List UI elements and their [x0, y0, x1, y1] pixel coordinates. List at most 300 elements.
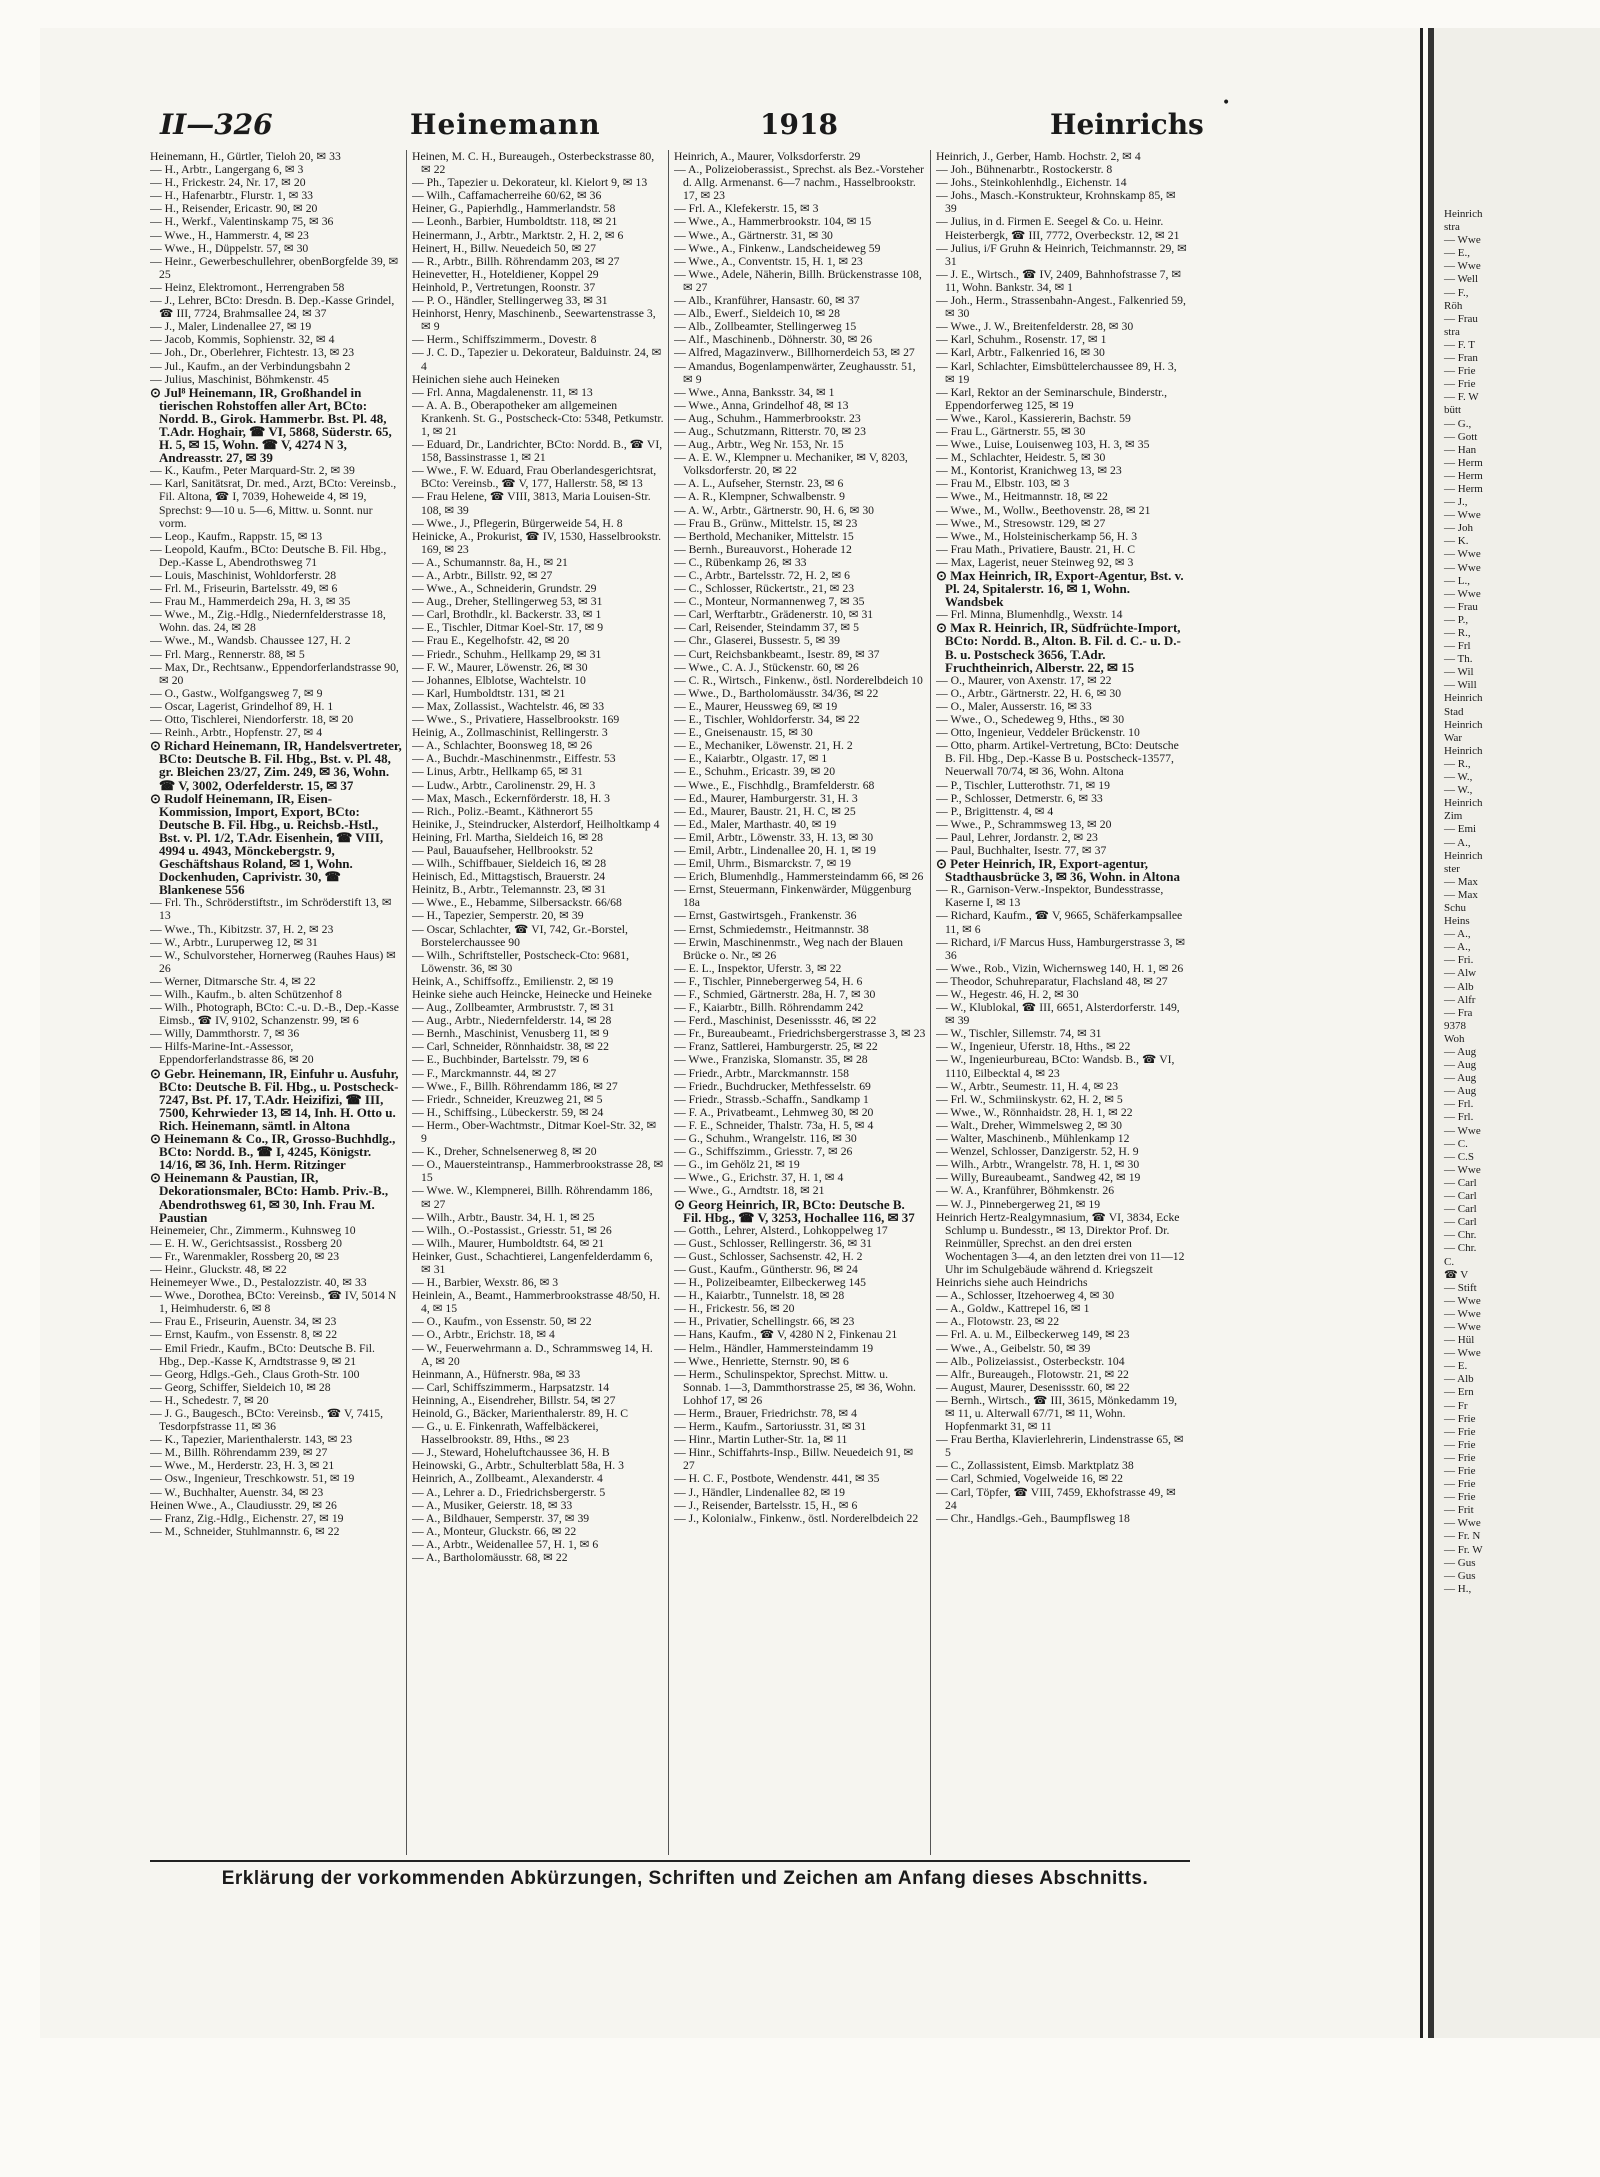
directory-entry: Heinrich, A., Maurer, Volksdorferstr. 29: [674, 150, 861, 163]
directory-entry: — Gust., Kaufm., Güntherstr. 96, ✉ 24: [674, 1262, 858, 1276]
directory-entry: — Herm., Brauer, Friedrichstr. 78, ✉ 4: [674, 1407, 857, 1420]
strip-line: — Gus: [1444, 1569, 1476, 1582]
strip-line: — R.,: [1444, 627, 1471, 639]
directory-entry: Heinlein, A., Beamt., Hammerbrookstrasse 48/50, H. 4, ✉ 15: [412, 1289, 660, 1316]
directory-entry: — P., Tischler, Lutterothstr. 71, ✉ 19: [936, 778, 1110, 792]
directory-entry: — Karl, Humboldtstr. 131, ✉ 21: [412, 686, 566, 700]
directory-entry: — A., Polizeioberassist., Sprechst. als Bez.-Vorsteher d. Allg. Armenanst. 6—7 nachm., Hasselbrookstr. 17, ✉ 23: [674, 163, 925, 203]
strip-line: — Wwe: [1444, 1307, 1481, 1320]
directory-entry: — Alb., Zollbeamter, Stellingerweg 15: [674, 320, 857, 334]
strip-line: — Frie: [1444, 1465, 1476, 1477]
strip-line: — Fri.: [1444, 954, 1474, 967]
directory-entry: — Frau M., Hammerdeich 29a, H. 3, ✉ 35: [150, 595, 351, 609]
directory-entry: — Wilh., Photograph, BCto: C.-u. D.-B., Dep.-Kasse Eimsb., ☎ IV, 9102, Schanzenstr. 99, ✉ 6: [150, 1001, 399, 1028]
directory-entry: ⊙ Max Heinrich, IR, Export-Agentur, Bst. v. Pl. 24, Spitalerstr. 16, ✉ 1, Wohn. Wandsbek: [936, 568, 1184, 610]
strip-line: — Wwe: [1444, 1320, 1481, 1333]
directory-entry: — O., Maurer, von Axenstr. 17, ✉ 22: [936, 673, 1112, 687]
directory-entry: Heinold, G., Bäcker, Marienthalerstr. 89, H. C: [412, 1407, 629, 1420]
page-header: [160, 108, 1204, 148]
directory-entry: — Frl. Th., Schröderstiftstr., im Schröderstift 13, ✉ 13: [150, 896, 392, 923]
directory-entry: — W. J., Pinnebergerweg 21, ✉ 19: [936, 1197, 1101, 1211]
strip-line: — Alw: [1444, 967, 1477, 980]
directory-entry: — Erich, Blumenhdlg., Hammersteindamm 66, ✉ 26: [674, 870, 924, 884]
directory-entry: — Oscar, Schlachter, ☎ VI, 742, Gr.-Borstel, Borstelerchaussee 90: [412, 922, 628, 949]
strip-line: — Frl.: [1444, 1111, 1474, 1124]
directory-entry: ⊙ Jul⁸ Heinemann, IR, Großhandel in tierischen Rohstoffen aller Art, BCto: Nordd. B., Girok. Hammerbr. Bst. Pl. 48, T.Adr. Hoghair, ☎ VI, 5868, Süderstr. 65, H. 5, ✉ 15, Wohn. ☎ V, 4274 N 3, Andreasstr. 27, ✉ 39: [150, 384, 392, 466]
directory-entry: Heinemann, H., Gürtler, Tieloh 20, ✉ 33: [150, 150, 341, 163]
directory-entry: — Carl, Schneider, Rönnhaidstr. 38, ✉ 22: [412, 1040, 609, 1054]
directory-entry: — Heinr., Gluckstr. 48, ✉ 22: [150, 1262, 287, 1276]
strip-line: — Aug: [1444, 1059, 1477, 1072]
strip-line: — Frie: [1444, 1438, 1476, 1451]
directory-entry: — Aug., Schutzmann, Ritterstr. 70, ✉ 23: [674, 424, 866, 438]
directory-entry: — O., Arbtr., Erichstr. 18, ✉ 4: [412, 1328, 555, 1342]
directory-entry: Heinhorst, Henry, Maschinenb., Seewartenstrasse 3, ✉ 9: [412, 307, 656, 334]
directory-entry: — Chr., Glaserei, Bussestr. 5, ✉ 39: [674, 634, 840, 648]
directory-entry: — Max, Zollassist., Wachtelstr. 46, ✉ 33: [412, 699, 605, 713]
directory-entry: — E., Tischler, Wohldorferstr. 34, ✉ 22: [674, 713, 860, 727]
directory-entry: — R., Garnison-Verw.-Inspektor, Bundesstrasse, Kaserne I, ✉ 13: [936, 883, 1164, 910]
directory-entry: — Wilh., Schiffbauer, Sieldeich 16, ✉ 28: [412, 857, 607, 871]
directory-entry: — C., Arbtr., Bartelsstr. 72, H. 2, ✉ 6: [674, 569, 851, 582]
directory-entry: — A., Schumannstr. 8a, H., ✉ 21: [412, 555, 568, 569]
directory-entry: — A., Bartholomäusstr. 68, ✉ 22: [412, 1551, 568, 1565]
strip-line: Stad: [1444, 705, 1464, 718]
directory-entry: — A. R., Klempner, Schwalbenstr. 9: [674, 490, 845, 504]
first-name-heading: Heinemann: [410, 108, 601, 141]
directory-entry: Heinevetter, H., Hoteldiener, Koppel 29: [412, 267, 599, 281]
directory-entry: — H., Reisender, Ericastr. 90, ✉ 20: [150, 202, 318, 216]
directory-entry: — Friedr., Arbtr., Marckmannstr. 158: [674, 1066, 849, 1080]
directory-entry: — Julius, in d. Firmen E. Seegel & Co. u. Heinr. Heisterbergk, ☎ III, 7772, Overbeckstr. 12, ✉ 21: [936, 215, 1180, 242]
directory-columns: [150, 150, 1187, 1855]
margin-mark: •: [1222, 95, 1231, 111]
directory-entry: — Wwe., H., Hammerstr. 4, ✉ 23: [150, 228, 309, 242]
strip-line: — Herm: [1444, 469, 1483, 482]
directory-entry: — K., Kaufm., Peter Marquard-Str. 2, ✉ 39: [150, 464, 355, 478]
directory-entry: — Wwe., M., Wandsb. Chaussee 127, H. 2: [150, 634, 351, 648]
directory-entry: — Erwin, Maschinenmstr., Weg nach der Blauen Brücke o. Nr., ✉ 26: [674, 935, 903, 962]
directory-entry: — Wilh., Maurer, Humboldtstr. 64, ✉ 21: [412, 1236, 605, 1250]
strip-line: Heinrich: [1444, 718, 1483, 731]
strip-line: — Wwe: [1444, 234, 1481, 247]
directory-entry: — Alfr., Bureaugeh., Flotowstr. 21, ✉ 22: [936, 1367, 1129, 1381]
strip-line: — Frie: [1444, 1412, 1476, 1425]
strip-line: — Fr. N: [1444, 1530, 1481, 1543]
directory-entry: — Frau Bertha, Klavierlehrerin, Lindenstrasse 65, ✉ 5: [936, 1433, 1184, 1460]
directory-entry: Heiner, G., Papierhdlg., Hammerlandstr. 58: [412, 202, 616, 216]
directory-entry: — Alb., Polizeiassist., Osterbeckstr. 104: [936, 1354, 1125, 1368]
directory-entry: — Emil, Arbtr., Löwenstr. 33, H. 13, ✉ 30: [674, 830, 874, 844]
strip-line: — F. T: [1444, 338, 1476, 351]
directory-entry: — Franz, Zig.-Hdlg., Eichenstr. 27, ✉ 19: [150, 1511, 344, 1525]
directory-entry: Heinitz, B., Arbtr., Telemannstr. 23, ✉ 31: [412, 883, 607, 897]
directory-entry: — E. L., Inspektor, Uferstr. 3, ✉ 22: [674, 961, 842, 975]
strip-line: — Frie: [1444, 1491, 1476, 1504]
directory-entry: — Linus, Arbtr., Hellkamp 65, ✉ 31: [412, 765, 583, 779]
directory-entry: — P., Brigittenstr. 4, ✉ 4: [936, 804, 1054, 818]
directory-entry: — Jul., Kaufm., an der Verbindungsbahn 2: [150, 359, 351, 373]
strip-line: — Th.: [1444, 653, 1473, 666]
strip-line: — A.,: [1444, 941, 1471, 954]
directory-entry: — H., Arbtr., Langergang 6, ✉ 3: [150, 163, 304, 177]
directory-entry: — W., Ingenieur, Uferstr. 18, Hths., ✉ 22: [936, 1040, 1131, 1054]
strip-line: — Wil: [1444, 666, 1474, 679]
directory-entry: — Wwe., M., Heitmannstr. 18, ✉ 22: [936, 490, 1108, 504]
directory-entry: — Wwe., M., Herderstr. 23, H. 3, ✉ 21: [150, 1459, 335, 1473]
column-divider: [930, 150, 931, 1855]
directory-entry: — Wilh., Arbtr., Baustr. 34, H. 1, ✉ 25: [412, 1210, 595, 1224]
directory-entry: — Chr., Handlgs.-Geh., Baumpflsweg 18: [936, 1511, 1130, 1525]
directory-entry: — W., Buchhalter, Auenstr. 34, ✉ 23: [150, 1485, 324, 1499]
column-divider: [668, 150, 669, 1855]
strip-line: — A.,: [1444, 836, 1471, 849]
directory-entry: Heinen Wwe., A., Claudiusstr. 29, ✉ 26: [150, 1498, 337, 1512]
directory-entry: — Ludw., Arbtr., Carolinenstr. 29, H. 3: [412, 778, 596, 792]
strip-line: — Frl: [1444, 640, 1471, 653]
directory-entry: ⊙ Georg Heinrich, IR, BCto: Deutsche B. Fil. Hbg., ☎ V, 3253, Hochallee 116, ✉ 37: [674, 1196, 915, 1225]
directory-entry: — F., Tischler, Pinnebergerweg 54, H. 6: [674, 974, 863, 988]
directory-entry: — Herm., Ober-Wachtmstr., Ditmar Koel-Str. 32, ✉ 9: [412, 1118, 657, 1146]
directory-entry: Heinermann, J., Arbtr., Marktstr. 2, H. 2, ✉ 6: [412, 228, 624, 242]
directory-entry: Heinig, A., Zollmaschinist, Rellingerstr. 3: [412, 726, 608, 740]
directory-entry: ⊙ Rudolf Heinemann, IR, Eisen-Kommission, Import, Export, BCto: Deutsche B. Fil. Hbg., u. Reichsb.-Hstl., Bst. v. Pl. 1/2, T.Adr. Eisenhein, ☎ VIII, 4994 u. 4943, Mönckebergstr. 9, Geschäftshaus Roland, ✉ 1, Wohn. Dockenhuden, Caprivistr. 30, ☎ Blankenese 556: [150, 790, 384, 898]
column-2: [412, 150, 664, 1855]
directory-entry: — W., Arbtr., Luruperweg 12, ✉ 31: [150, 935, 318, 949]
strip-line: — Frau: [1444, 312, 1478, 325]
directory-entry: — A., Arbtr., Weidenallee 57, H. 1, ✉ 6: [412, 1537, 599, 1551]
directory-entry: — Alb., Ewerf., Sieldeich 10, ✉ 28: [674, 307, 840, 321]
directory-entry: — H., Schedestr. 7, ✉ 20: [150, 1393, 269, 1407]
strip-line: — Aug: [1444, 1085, 1477, 1098]
directory-entry: — W. A., Kranführer, Böhmkenstr. 26: [936, 1184, 1115, 1198]
directory-entry: — Carl, Reisender, Steindamm 37, ✉ 5: [674, 621, 859, 635]
directory-entry: — H., Hafenarbtr., Flurstr. 1, ✉ 33: [150, 189, 314, 203]
directory-entry: — A. L., Aufseher, Sternstr. 23, ✉ 6: [674, 477, 844, 491]
strip-line: — Han: [1444, 443, 1477, 456]
directory-entry: — H., Tapezier, Semperstr. 20, ✉ 39: [412, 909, 584, 923]
directory-entry: — Carl, Werftarbtr., Grädenerstr. 10, ✉ 31: [674, 608, 874, 622]
directory-entry: — H., Barbier, Wexstr. 86, ✉ 3: [412, 1276, 559, 1290]
directory-entry: — Otto, Ingenieur, Veddeler Brückenstr. 10: [936, 726, 1140, 740]
directory-entry: — W., Ingenieurbureau, BCto: Wandsb. B., ☎ VI, 1110, Eilbecktal 4, ✉ 23: [936, 1053, 1175, 1080]
strip-line: — Herm: [1444, 482, 1483, 495]
strip-line: — Frie: [1444, 1478, 1476, 1491]
strip-line: — Gus: [1444, 1556, 1476, 1569]
directory-entry: — C., Zollassistent, Eimsb. Marktplatz 38: [936, 1459, 1134, 1473]
directory-entry: — Wenzel, Schlosser, Danzigerstr. 52, H. 9: [936, 1145, 1139, 1159]
directory-entry: — Frl. A. u. M., Eilbeckerweg 149, ✉ 23: [936, 1328, 1130, 1342]
directory-entry: — H., Kaiarbtr., Tunnelstr. 18, ✉ 28: [674, 1289, 845, 1303]
directory-entry: — J., Lehrer, BCto: Dresdn. B. Dep.-Kasse Grindel, ☎ III, 7724, Brahmsallee 24, ✉ 37: [150, 294, 395, 321]
directory-entry: — Willy, Dammthorstr. 7, ✉ 36: [150, 1027, 300, 1041]
directory-entry: Heinning, A., Eisendreher, Billstr. 54, ✉ 27: [412, 1393, 616, 1407]
directory-entry: Heinisch, Ed., Mittagstisch, Brauerstr. 24: [412, 870, 606, 884]
directory-entry: — Wwe., O., Schedeweg 9, Hths., ✉ 30: [936, 713, 1125, 727]
directory-entry: — Wwe., C. A. J., Stückenstr. 60, ✉ 26: [674, 660, 859, 674]
directory-entry: — Aug., Dreher, Stellingerweg 53, ✉ 31: [412, 595, 603, 609]
directory-entry: — H., Frickestr. 24, Nr. 17, ✉ 20: [150, 176, 306, 190]
directory-entry: — Aug., Arbtr., Niedernfelderstr. 14, ✉ 28: [412, 1014, 612, 1028]
directory-entry: — Aug., Arbtr., Weg Nr. 153, Nr. 15: [674, 438, 844, 452]
directory-entry: — Gotth., Lehrer, Alsterd., Lohkoppelweg 17: [674, 1223, 888, 1237]
directory-entry: — Johs., Masch.-Konstrukteur, Krohnskamp 85, ✉ 39: [936, 189, 1176, 216]
strip-line: — Carl: [1444, 1216, 1477, 1229]
strip-line: Schu: [1444, 901, 1466, 914]
directory-entry: — Herm., Schiffszimmerm., Dovestr. 8: [412, 333, 597, 347]
directory-entry: — A., Goldw., Kattrepel 16, ✉ 1: [936, 1302, 1090, 1316]
directory-entry: — Wilh., Kaufm., b. alten Schützenhof 8: [150, 988, 342, 1001]
directory-entry: — O., Maler, Ausserstr. 16, ✉ 33: [936, 699, 1092, 713]
directory-entry: — Fr., Bureaubeamt., Friedrichsbergerstrasse 3, ✉ 23: [674, 1027, 926, 1041]
strip-line: — Fran: [1444, 352, 1478, 365]
directory-entry: — H., Frickestr. 56, ✉ 20: [674, 1302, 795, 1316]
directory-entry: — Frau Math., Privatiere, Baustr. 21, H. C: [936, 542, 1135, 556]
strip-line: — Emi: [1444, 823, 1477, 836]
directory-entry: — Karl, Schlachter, Eimsbüttelerchaussee 89, H. 3, ✉ 19: [936, 359, 1177, 386]
directory-entry: — E. H. W., Gerichtsassist., Rossberg 20: [150, 1236, 342, 1250]
strip-line: — G.,: [1444, 417, 1472, 430]
directory-entry: — A., Flotowstr. 23, ✉ 22: [936, 1315, 1060, 1329]
directory-entry: — K., Dreher, Schnelsenerweg 8, ✉ 20: [412, 1145, 597, 1159]
directory-entry: — W., Tischler, Sillemstr. 74, ✉ 31: [936, 1027, 1102, 1041]
directory-entry: — Karl, Schuhm., Rosenstr. 17, ✉ 1: [936, 333, 1107, 347]
directory-entry: — Carl, Töpfer, ☎ VIII, 7459, Ekhofstrasse 49, ✉ 24: [936, 1485, 1176, 1512]
strip-line: — Chr.: [1444, 1242, 1477, 1255]
directory-entry: — Otto, pharm. Artikel-Vertretung, BCto: Deutsche B. Fil. Hbg., Dep.-Kasse B u. Postscheck-13577, Neuerwall 70/74, ✉ 36, Wohn. Altona: [936, 739, 1179, 779]
directory-entry: — H., Schiffsing., Lübeckerstr. 59, ✉ 24: [412, 1105, 604, 1119]
directory-entry: — Ernst, Steuermann, Finkenwärder, Müggenburg 18a: [674, 883, 912, 910]
directory-entry: — Max, Masch., Eckernförderstr. 18, H. 3: [412, 791, 610, 805]
strip-line: C.: [1444, 1255, 1455, 1268]
directory-entry: — Fr., Warenmakler, Rossberg 20, ✉ 23: [150, 1249, 340, 1263]
directory-entry: Heinker, Gust., Schachtierei, Langenfelderdamm 6, ✉ 31: [412, 1249, 653, 1276]
directory-entry: — G., Schiffszimm., Griesstr. 7, ✉ 26: [674, 1145, 853, 1159]
strip-line: ster: [1444, 862, 1460, 875]
directory-entry: — C., Schlosser, Rückertstr., 21, ✉ 23: [674, 582, 855, 596]
directory-entry: — Paul, Buchhalter, Isestr. 77, ✉ 37: [936, 843, 1107, 857]
directory-entry: — Willy, Bureaubeamt., Sandweg 42, ✉ 19: [936, 1171, 1141, 1185]
directory-entry: — Karl, Sanitätsrat, Dr. med., Arzt, BCto: Vereinsb., Fil. Altona, ☎ I, 7039, Hoheweide 4, ✉ 19, Sprechst: 9—10 u. 5—6, Mittw. u. Sonnt. nur vorm.: [150, 477, 397, 530]
directory-entry: — Herm., Kaufm., Sartoriusstr. 31, ✉ 31: [674, 1420, 867, 1434]
directory-entry: Heinrich Hertz-Realgymnasium, ☎ VI, 3834, Ecke Schlump u. Bundesstr., ✉ 13, Direktor Prof. Dr. Reinmüller, Sprechst. an den drei ersten Wochentagen 3—4, an den letzten drei von 11—12 Uhr im Schulgebäude während d. Kriegszeit: [936, 1210, 1185, 1276]
directory-entry: — Wwe., E., Fischhdlg., Bramfelderstr. 68: [674, 778, 875, 792]
directory-entry: — Ed., Maler, Marthastr. 40, ✉ 19: [674, 817, 837, 831]
directory-entry: — W., Schulvorsteher, Hornerweg (Rauhes Haus) ✉ 26: [150, 948, 396, 975]
strip-line: — C.S: [1444, 1150, 1474, 1163]
directory-entry: — Julius, Maschinist, Böhmkenstr. 45: [150, 372, 329, 386]
strip-line: — F. W: [1444, 391, 1479, 404]
directory-entry: — Georg, Schiffer, Sieldeich 10, ✉ 28: [150, 1380, 331, 1394]
strip-line: — A.,: [1444, 928, 1471, 941]
page-number: II—326: [160, 108, 273, 141]
directory-entry: — Wwe., H., Düppelstr. 57, ✉ 30: [150, 241, 309, 255]
strip-line: — Joh: [1444, 522, 1474, 535]
directory-entry: — H. C. F., Postbote, Wendenstr. 441, ✉ 35: [674, 1472, 880, 1486]
strip-line: — L.,: [1444, 574, 1470, 587]
strip-line: — E.: [1444, 1360, 1468, 1373]
directory-entry: — J., Maler, Lindenallee 27, ✉ 19: [150, 320, 312, 334]
directory-entry: — Karl, Rektor an der Seminarschule, Binderstr., Eppendorferweg 125, ✉ 19: [936, 385, 1168, 412]
directory-entry: — Eduard, Dr., Landrichter, BCto: Nordd. B., ☎ VI, 158, Bassinstrasse 1, ✉ 21: [412, 438, 663, 465]
directory-entry: — A., Schlachter, Boonsweg 18, ✉ 26: [412, 739, 593, 753]
directory-entry: — Jacob, Kommis, Sophienstr. 32, ✉ 4: [150, 333, 335, 347]
strip-line: — Carl: [1444, 1203, 1477, 1216]
directory-entry: — Hans, Kaufm., ☎ V, 4280 N 2, Finkenau 21: [674, 1328, 898, 1342]
strip-line: — H.,: [1444, 1582, 1472, 1595]
directory-entry: — Otto, Tischlerei, Niendorferstr. 18, ✉ 20: [150, 713, 354, 727]
directory-entry: — Wwe., Rob., Vizin, Wichernsweg 140, H. 1, ✉ 26: [936, 961, 1184, 975]
strip-line: — Fr. W: [1444, 1543, 1483, 1556]
strip-line: — Wwe: [1444, 561, 1481, 574]
directory-entry: — Heinr., Gewerbeschullehrer, obenBorgfelde 39, ✉ 25: [150, 254, 399, 281]
directory-entry: — Friedr., Schneider, Kreuzweg 21, ✉ 5: [412, 1092, 603, 1106]
directory-entry: — Johannes, Elblotse, Wachtelstr. 10: [412, 673, 586, 687]
directory-entry: — Berthold, Mechaniker, Mittelstr. 15: [674, 529, 854, 543]
directory-entry: — Wwe., G., Arndtstr. 18, ✉ 21: [674, 1184, 825, 1198]
directory-entry: — Frl. Anna, Magdalenenstr. 11, ✉ 13: [412, 385, 593, 399]
directory-entry: Heinhold, P., Vertretungen, Roonstr. 37: [412, 280, 596, 294]
directory-entry: — O., Mauersteintransp., Hammerbrookstrasse 28, ✉ 15: [412, 1158, 664, 1185]
strip-line: — Frie: [1444, 1425, 1476, 1438]
footer-rule: [150, 1860, 1190, 1862]
strip-line: stra: [1444, 325, 1460, 338]
strip-line: — R.,: [1444, 757, 1471, 770]
strip-line: — F.,: [1444, 286, 1469, 299]
directory-entry: — Wwe., Karol., Kassiererin, Bachstr. 59: [936, 411, 1131, 425]
directory-entry: — Gust., Schlosser, Sachsenstr. 42, H. 2: [674, 1249, 863, 1263]
directory-entry: — Ed., Maurer, Hamburgerstr. 31, H. 3: [674, 791, 858, 805]
directory-entry: — Ph., Tapezier u. Dekorateur, kl. Kielort 9, ✉ 13: [412, 176, 648, 190]
directory-entry: — Joh., Bühnenarbtr., Rostockerstr. 8: [936, 163, 1113, 177]
directory-entry: — A. W., Arbtr., Gärtnerstr. 90, H. 6, ✉ 30: [674, 503, 875, 517]
strip-line: — Aug: [1444, 1046, 1477, 1058]
directory-entry: — Wwe., M., Stresowstr. 129, ✉ 27: [936, 516, 1106, 530]
directory-entry: — P., Schlosser, Detmerstr. 6, ✉ 33: [936, 791, 1103, 805]
strip-line: — Will: [1444, 679, 1477, 692]
directory-entry: — O., Kaufm., von Essenstr. 50, ✉ 22: [412, 1315, 592, 1329]
directory-entry: — Frau Helene, ☎ VIII, 3813, Maria Louisen-Str. 108, ✉ 39: [412, 490, 651, 517]
directory-entry: — C., Monteur, Normannenweg 7, ✉ 35: [674, 595, 865, 609]
directory-entry: — O., Gastw., Wolfgangsweg 7, ✉ 9: [150, 686, 323, 700]
directory-entry: — Frau M., Elbstr. 103, ✉ 3: [936, 477, 1070, 491]
directory-entry: — Wwe., Dorothea, BCto: Vereinsb., ☎ IV, 5014 N 1, Heimhuderstr. 6, ✉ 8: [150, 1289, 397, 1316]
directory-entry: — C. R., Wirtsch., Finkenw., östl. Norderelbdeich 10: [674, 673, 923, 687]
directory-entry: — Wwe., A., Conventstr. 15, H. 1, ✉ 23: [674, 254, 863, 268]
directory-entry: ⊙ Gebr. Heinemann, IR, Einfuhr u. Ausfuhr, BCto: Deutsche B. Fil. Hbg., u. Postscheck- 7247, Bst. Pf. 17, T.Adr. Heizifizi, ☎ III, 7500, Kehrwieder 13, ✉ 14, Inh. H. Otto u. Rich. Heinemann, sämtl. in Altona: [150, 1065, 399, 1133]
directory-entry: — Friedr., Strassb.-Schaffn., Sandkamp 1: [674, 1092, 869, 1106]
directory-entry: — Wilh., O.-Postassist., Griesstr. 51, ✉ 26: [412, 1223, 612, 1237]
strip-line: — E.,: [1444, 247, 1470, 260]
directory-entry: — Frl. A., Klefekerstr. 15, ✉ 3: [674, 202, 819, 216]
directory-entry: ⊙ Richard Heinemann, IR, Handelsvertreter, BCto: Deutsche B. Fil. Hbg., Bst. v. Pl. 48, gr. Bleichen 23/27, Zim. 249, ✉ 36, Wohn. ☎ V, 3002, Oderfelderstr. 15, ✉ 37: [150, 738, 402, 793]
directory-entry: — Wwe., A., Finkenw., Landscheideweg 59: [674, 241, 881, 255]
strip-line: 9378: [1444, 1019, 1466, 1032]
directory-entry: — F. A., Privatbeamt., Lehmweg 30, ✉ 20: [674, 1105, 874, 1119]
directory-entry: — Frl. Minna, Blumenhdlg., Wexstr. 14: [936, 608, 1123, 622]
directory-entry: — Ferd., Maschinist, Desenissstr. 46, ✉ 22: [674, 1014, 877, 1028]
directory-entry: — Wwe., Luise, Louisenweg 103, H. 3, ✉ 35: [936, 438, 1150, 452]
directory-entry: — Wwe., A., Geibelstr. 50, ✉ 39: [936, 1341, 1091, 1355]
directory-entry: — F. W., Maurer, Löwenstr. 26, ✉ 30: [412, 660, 588, 674]
directory-entry: — Hinr., Schiffahrts-Insp., Billw. Neuedeich 91, ✉ 27: [674, 1446, 914, 1473]
directory-entry: — W., Feuerwehrmann a. D., Schrammsweg 14, H. A, ✉ 20: [412, 1341, 653, 1368]
strip-line: — K.: [1444, 535, 1469, 548]
directory-entry: — Ernst, Gastwirtsgeh., Frankenstr. 36: [674, 909, 857, 923]
strip-line: stra: [1444, 221, 1460, 234]
directory-entry: — A., Bildhauer, Semperstr. 37, ✉ 39: [412, 1511, 590, 1525]
directory-entry: — Paul, Lehrer, Jordanstr. 2, ✉ 23: [936, 830, 1098, 844]
strip-line: — P.,: [1444, 613, 1469, 626]
directory-entry: — Heinz, Elektromont., Herrengraben 58: [150, 280, 345, 294]
directory-entry: — Alfred, Magazinverw., Billhornerdeich 53, ✉ 27: [674, 346, 915, 360]
directory-entry: Heinike, J., Steindrucker, Alsterdorf, Heilholtkamp 4: [412, 817, 660, 831]
directory-entry: — Bernh., Bureauvorst., Hoherade 12: [674, 542, 852, 556]
directory-entry: — M., Billh. Röhrendamm 239, ✉ 27: [150, 1446, 328, 1460]
directory-entry: — Frl. M., Friseurin, Bartelsstr. 49, ✉ 6: [150, 582, 338, 596]
directory-entry: — W., Klublokal, ☎ III, 6651, Alsterdorferstr. 149, ✉ 39: [936, 1001, 1180, 1028]
strip-line: — Frau: [1444, 600, 1478, 613]
strip-line: — Ern: [1444, 1386, 1474, 1399]
strip-line: — Frie: [1444, 365, 1476, 378]
directory-entry: — Louis, Maschinist, Wohldorferstr. 28: [150, 569, 337, 582]
strip-line: — Wwe: [1444, 1347, 1481, 1360]
strip-line: — Alfr: [1444, 993, 1476, 1006]
directory-entry: — Julius, i/F Gruhn & Heinrich, Teichmannstr. 29, ✉ 31: [936, 241, 1187, 268]
strip-line: — Wwe: [1444, 509, 1481, 522]
directory-entry: — Frl. Marg., Rennerstr. 88, ✉ 5: [150, 647, 305, 661]
strip-line: — Wwe: [1444, 587, 1481, 600]
directory-entry: — A., Monteur, Gluckstr. 66, ✉ 22: [412, 1524, 577, 1538]
strip-line: Heins: [1444, 915, 1470, 928]
strip-line: — Wwe: [1444, 1163, 1481, 1176]
directory-entry: — Richard, i/F Marcus Huss, Hamburgerstrasse 3, ✉ 36: [936, 935, 1186, 962]
strip-line: — Wwe: [1444, 1294, 1481, 1307]
directory-entry: ⊙ Heinemann & Paustian, IR, Dekorationsmaler, BCto: Hamb. Priv.-B., Abendrothsweg 61, ✉ 30, Inh. Frau M. Paustian: [150, 1170, 389, 1225]
strip-line: — Max: [1444, 888, 1478, 901]
directory-entry: ⊙ Max R. Heinrich, IR, Südfrüchte-Import, BCto: Nordd. B., Alton. B. Fil. d. C.- u. D.-B. u. Postscheck 3656, T.Adr. Fruchtheinrich, Alberstr. 22, ✉ 15: [936, 620, 1181, 675]
directory-entry: — H., Polizeibeamter, Eilbeckerweg 145: [674, 1276, 866, 1290]
directory-entry: — Wwe., J. W., Breitenfelderstr. 28, ✉ 30: [936, 320, 1134, 334]
directory-entry: — E., Tischler, Ditmar Koel-Str. 17, ✉ 9: [412, 621, 604, 635]
strip-line: — Aug: [1444, 1072, 1477, 1085]
directory-entry: — Aug., Schuhm., Hammerbrookstr. 23: [674, 411, 861, 425]
directory-entry: — H., Privatier, Schellingstr. 66, ✉ 23: [674, 1315, 855, 1329]
strip-line: Heinrich: [1444, 744, 1483, 757]
directory-entry: Heinke siehe auch Heincke, Heinecke und Heineke: [412, 988, 652, 1001]
directory-entry: — E., Kaiarbtr., Olgastr. 17, ✉ 1: [674, 752, 828, 766]
directory-entry: — E., Buchbinder, Bartelsstr. 79, ✉ 6: [412, 1053, 589, 1067]
directory-entry: Heink, A., Schiffsoffz., Emilienstr. 2, ✉ 19: [412, 974, 614, 988]
directory-entry: — G., u. E. Finkenrath, Waffelbäckerei, Hasselbrookstr. 89, Hths., ✉ 23: [412, 1420, 599, 1447]
directory-entry: — Frl. W., Schmiinskystr. 62, H. 2, ✉ 5: [936, 1092, 1123, 1106]
directory-entry: — J. G., Baugesch., BCto: Vereinsb., ☎ V, 7415, Tesdorpfstrasse 11, ✉ 36: [150, 1407, 384, 1434]
strip-line: — Chr.: [1444, 1229, 1477, 1242]
next-page-text: [1444, 208, 1600, 1596]
directory-entry: — Walt., Dreher, Wimmelsweg 2, ✉ 30: [936, 1118, 1123, 1132]
directory-entry: — Franz, Sattlerei, Hamburgerstr. 25, ✉ 22: [674, 1040, 878, 1054]
strip-line: — Alb: [1444, 1373, 1474, 1386]
directory-entry: — Leonh., Barbier, Humboldtstr. 118, ✉ 21: [412, 215, 618, 229]
directory-entry: — Hilfs-Marine-Int.-Assessor, Eppendorferlandstrasse 86, ✉ 20: [150, 1040, 314, 1067]
directory-entry: — A., Schlosser, Itzehoerweg 4, ✉ 30: [936, 1289, 1115, 1303]
column-3: [674, 150, 926, 1855]
directory-entry: — Wwe., G., Erichstr. 37, H. 1, ✉ 4: [674, 1171, 844, 1185]
directory-entry: — Wwe., M., Zig.-Hdlg., Niedernfelderstrasse 18, Wohn. das. 24, ✉ 28: [150, 608, 386, 635]
directory-entry: — Werner, Ditmarsche Str. 4, ✉ 22: [150, 974, 316, 988]
directory-entry: — Friedr., Schuhm., Hellkamp 29, ✉ 31: [412, 647, 602, 661]
directory-entry: Heinmann, A., Hüfnerstr. 98a, ✉ 33: [412, 1367, 581, 1381]
